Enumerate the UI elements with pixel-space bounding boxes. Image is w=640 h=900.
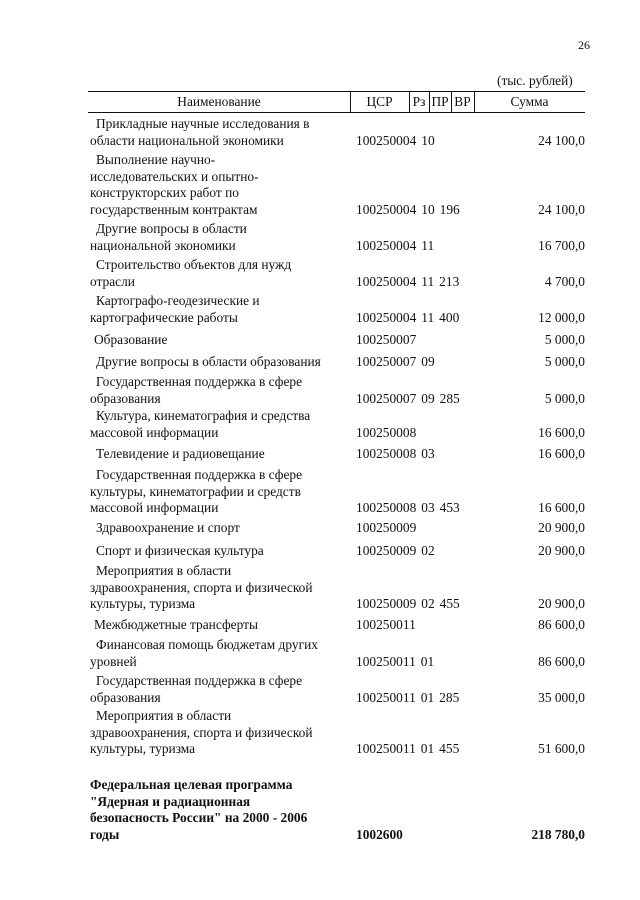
row-name-line: уровней: [90, 653, 137, 669]
row-rz: 11: [402, 689, 416, 705]
row-csr: 1002500: [356, 273, 403, 289]
row-sum: 24 100,0: [538, 201, 585, 217]
row-name-line: Финансовая помощь бюджетам других: [96, 637, 318, 652]
row-name-line: Спорт и физическая культура: [96, 543, 264, 558]
row-pr: 09: [421, 354, 435, 369]
row-name: [90, 332, 360, 349]
row-pr: 02: [421, 596, 435, 611]
row-name-line: Мероприятия в области: [96, 708, 232, 723]
row-codes: [356, 202, 460, 219]
header-name: Наименование: [177, 94, 261, 109]
row-name-line: образования: [90, 390, 161, 406]
row-name: [90, 152, 360, 218]
row-sum: 16 600,0: [538, 446, 585, 461]
row-name: [90, 708, 360, 758]
row-vr: 285: [439, 390, 460, 406]
row-name-line: массовой информации: [90, 424, 219, 440]
row-name-line: Государственная поддержка в сфере: [96, 467, 303, 482]
row-codes: [356, 654, 434, 671]
row-name-line: Государственная поддержка в сфере: [96, 673, 303, 688]
row-name-line: области национальной экономики: [90, 132, 284, 148]
row-vr: 455: [439, 596, 460, 611]
row-codes: [356, 133, 435, 150]
row-csr: 1002500: [356, 446, 403, 461]
row-name: [90, 467, 360, 517]
row-rz: 04: [402, 132, 417, 148]
row-sum: 20 900,0: [538, 520, 585, 535]
row-codes: [356, 617, 416, 634]
row-csr: 1002500: [356, 332, 403, 347]
row-csr: 1002500: [356, 424, 403, 440]
row-rz: 04: [402, 237, 417, 253]
row-codes: [356, 446, 435, 463]
row-name: [90, 673, 360, 706]
row-name-line: Культура, кинематография и средства: [96, 408, 311, 423]
row-codes: [356, 741, 459, 758]
row-name: [90, 446, 360, 463]
row-name: [90, 520, 360, 537]
row-vr: 196: [439, 201, 460, 217]
row-pr: 01: [420, 653, 435, 669]
row-csr: 1002500: [356, 741, 403, 756]
row-codes: [356, 332, 416, 349]
row-pr: 10: [421, 201, 435, 217]
row-name-line: Образование: [94, 332, 168, 347]
row-rz: 04: [402, 309, 417, 325]
row-name-line: Телевидение и радиовещание: [96, 446, 265, 461]
row-vr: 400: [439, 309, 460, 325]
row-name-line: безопасность России" на 2000 - 2006: [90, 810, 308, 825]
row-sum: 218 780,0: [531, 826, 585, 842]
row-codes: [356, 690, 459, 707]
row-csr: 1002500: [356, 689, 403, 705]
row-sum: 5 000,0: [544, 332, 585, 347]
row-rz: 07: [402, 390, 417, 406]
row-name-line: Государственная поддержка в сфере: [96, 374, 303, 389]
row-vr: 455: [439, 741, 460, 756]
row-sum: 86 600,0: [538, 617, 585, 632]
row-vr: 285: [439, 689, 460, 705]
unit-note: (тыс. рублей): [497, 73, 573, 88]
row-csr: 1002500: [356, 617, 403, 632]
row-name-line: Другие вопросы в области образования: [96, 354, 321, 369]
row-name-line: Картографо-геодезические и: [96, 293, 260, 308]
row-name: [90, 116, 360, 149]
row-name-line: Строительство объектов для нужд: [96, 257, 292, 272]
row-sum: 20 900,0: [538, 543, 585, 558]
row-rz: 09: [402, 543, 417, 558]
row-name-line: картографические работы: [90, 309, 238, 325]
row-rz: 07: [402, 332, 417, 347]
row-name-line: Выполнение научно-: [96, 152, 216, 167]
row-name-line: национальной экономики: [90, 237, 236, 253]
row-sum: 16 600,0: [538, 500, 585, 515]
row-csr: 1002500: [356, 500, 403, 515]
row-name-line: здравоохранения, спорта и физической: [90, 579, 313, 595]
row-name-line: Прикладные научные исследования в: [96, 116, 310, 131]
row-codes: [356, 310, 459, 327]
row-name: [90, 408, 360, 441]
row-name: [90, 777, 360, 843]
row-name-line: Межбюджетные трансферты: [94, 617, 258, 632]
row-sum: 5 000,0: [544, 354, 585, 369]
page-number: 26: [578, 38, 590, 52]
row-name: [90, 221, 360, 254]
row-csr: 1002500: [356, 309, 403, 325]
row-name-line: массовой информации: [90, 500, 219, 515]
row-pr: 03: [421, 500, 435, 515]
row-codes: [356, 274, 459, 291]
row-codes: [356, 596, 460, 613]
row-pr: 11: [421, 273, 435, 289]
header-csr: ЦСР: [366, 94, 393, 109]
row-name-line: культуры, туризма: [90, 596, 196, 611]
row-name: [90, 543, 360, 560]
row-csr: 1002500: [356, 390, 403, 406]
row-csr: 1002600: [356, 826, 403, 842]
row-sum: 12 000,0: [538, 309, 585, 325]
row-name-line: здравоохранения, спорта и физической: [90, 724, 313, 740]
row-pr: 11: [421, 309, 435, 325]
row-name-line: отрасли: [90, 273, 135, 289]
row-pr: 10: [421, 132, 435, 148]
row-rz: 11: [402, 653, 416, 669]
row-rz: 04: [402, 273, 417, 289]
header-sum: Сумма: [510, 94, 549, 109]
row-codes: [356, 500, 460, 517]
row-codes: [356, 391, 460, 408]
row-codes: [356, 543, 435, 560]
row-rz: 09: [402, 520, 417, 535]
row-name-line: конструкторских работ по: [90, 185, 239, 200]
row-codes: [356, 354, 435, 371]
row-pr: 01: [420, 741, 435, 756]
row-csr: 1002500: [356, 201, 403, 217]
row-csr: 1002500: [356, 520, 403, 535]
row-rz: 07: [402, 354, 417, 369]
row-sum: 35 000,0: [538, 689, 585, 705]
row-csr: 1002500: [356, 237, 403, 253]
row-sum: 51 600,0: [538, 741, 585, 756]
row-name: [90, 257, 360, 290]
row-name-line: годы: [90, 826, 120, 842]
row-csr: 1002500: [356, 543, 403, 558]
row-name-line: Мероприятия в области: [96, 563, 232, 578]
row-pr: 03: [421, 446, 435, 461]
row-rz: 04: [402, 201, 417, 217]
row-sum: 86 600,0: [538, 653, 585, 669]
row-name: [90, 617, 360, 634]
row-pr: 01: [420, 689, 435, 705]
row-sum: 4 700,0: [544, 273, 585, 289]
row-codes: [356, 425, 416, 442]
row-codes: [356, 238, 434, 255]
row-name: [90, 293, 360, 326]
row-rz: 08: [402, 424, 417, 440]
row-sum: 16 600,0: [538, 424, 585, 440]
row-csr: 1002500: [356, 354, 403, 369]
row-name: [90, 563, 360, 613]
row-csr: 1002500: [356, 653, 403, 669]
row-name-line: культуры, туризма: [90, 741, 196, 756]
row-vr: 213: [439, 273, 460, 289]
row-name-line: государственным контрактам: [90, 201, 258, 217]
row-name-line: исследовательских и опытно-: [90, 168, 259, 184]
header-pr: ПР: [431, 94, 449, 109]
row-vr: 453: [439, 500, 460, 515]
row-sum: 16 700,0: [538, 237, 585, 253]
row-codes: [356, 827, 403, 844]
row-name-line: Здравоохранение и спорт: [96, 520, 240, 535]
table-header: [88, 91, 585, 113]
row-name-line: культуры, кинематографии и средств: [90, 483, 301, 499]
row-sum: 5 000,0: [544, 390, 585, 406]
row-name-line: образования: [90, 689, 161, 705]
row-name: [90, 637, 360, 670]
row-name: [90, 354, 360, 371]
row-rz: 09: [402, 596, 417, 611]
header-rz: Рз: [412, 94, 426, 109]
row-name-line: Другие вопросы в области: [96, 221, 247, 236]
row-name-line: "Ядерная и радиационная: [90, 793, 251, 809]
row-pr: 02: [421, 543, 435, 558]
row-sum: 24 100,0: [538, 132, 585, 148]
row-name: [90, 374, 360, 407]
row-name-line: Федеральная целевая программа: [90, 777, 293, 792]
row-rz: 08: [402, 500, 417, 515]
row-codes: [356, 520, 416, 537]
row-csr: 1002500: [356, 132, 403, 148]
row-rz: 11: [402, 617, 416, 632]
row-csr: 1002500: [356, 596, 403, 611]
header-vr: ВР: [454, 94, 471, 109]
row-pr: 09: [421, 390, 435, 406]
row-rz: 08: [402, 446, 417, 461]
row-rz: 11: [402, 741, 416, 756]
row-sum: 20 900,0: [538, 596, 585, 611]
row-pr: 11: [421, 237, 435, 253]
